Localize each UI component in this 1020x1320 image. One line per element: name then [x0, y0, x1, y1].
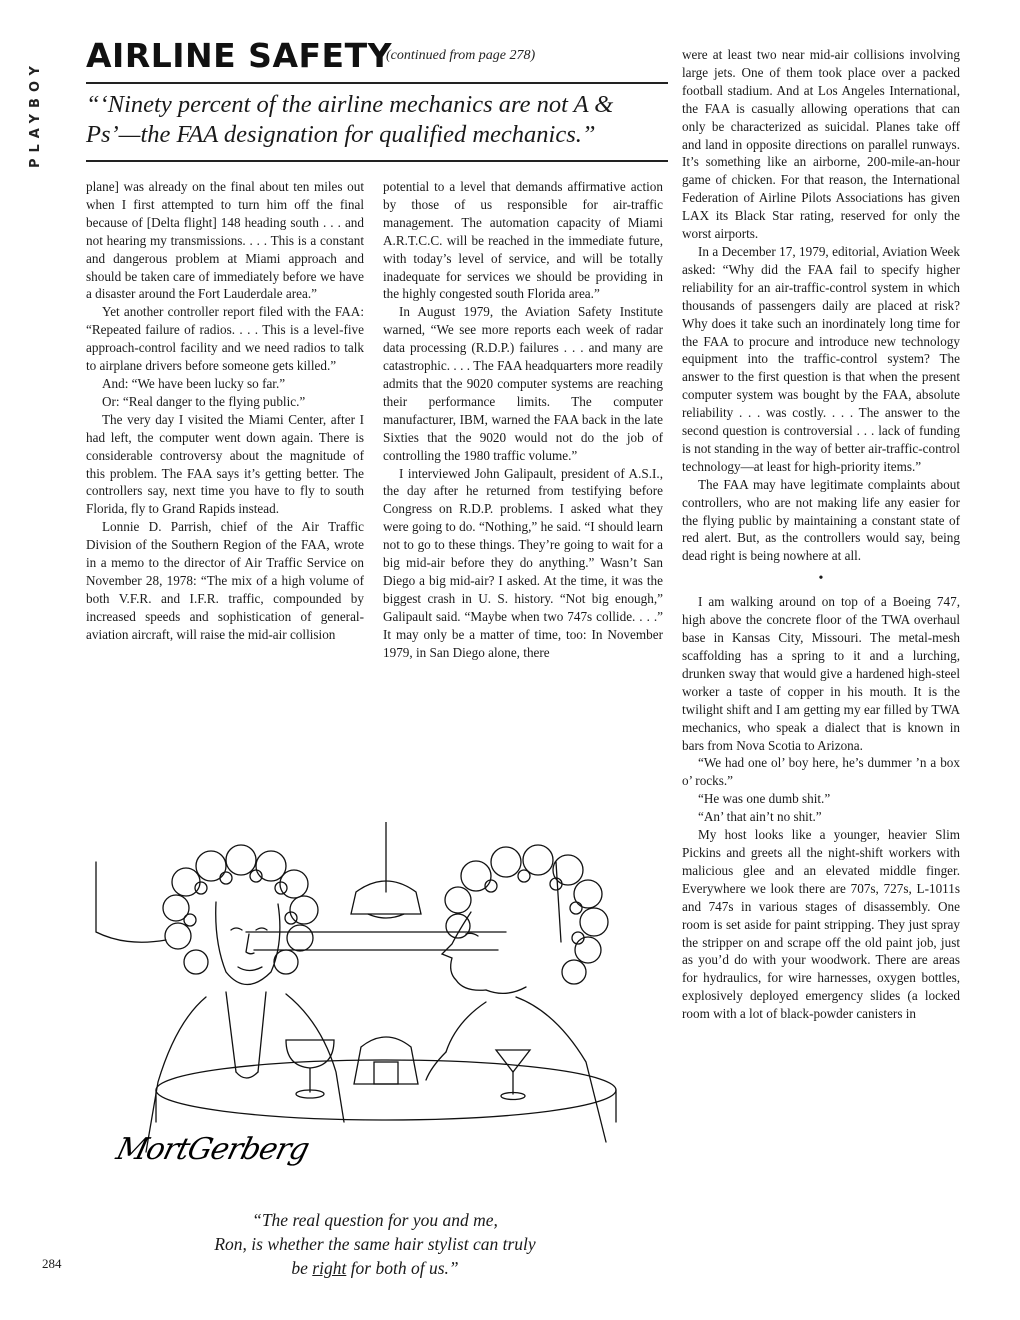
paragraph: Or: “Real danger to the flying public.” — [102, 393, 306, 409]
bottom-rule — [86, 160, 668, 162]
paragraph: The very day I visited the Miami Center, after I had left, the computer went down again. There is considerable controversy about the magnitude of this problem. The FAA says it’s getting better. The controllers say, next time you have to fly to south Florida, fly to Grand Rapids instead. — [86, 411, 364, 517]
text-column-1 — [86, 178, 364, 818]
paragraph: I interviewed John Galipault, president of A.S.I., the day after he returned from testifying before Congress on R.D.P. problems. I asked what they were going to do. “Nothing,” he said. “I should learn not to go to these things. They’re going to wait for a big mid-air before they do anything.” Wasn’t San Diego a big mid-air? I asked. At the time, it was the biggest crash in U. S. history. “Not big enough,” Galipault said. “Maybe when two 747s collide. . . .” It may only be a matter of time, too: In November 1979, in San Diego alone, there — [383, 465, 663, 660]
paragraph: In a December 17, 1979, editorial, Aviation Week asked: “Why did the FAA fail to specify higher reliability for an air-traffic-control system in which thousands of passengers daily are placed at risk? Why does it take such an inordinately long time for the FAA to procure and introduce new technology equipment into the traffic-control system? The answer to the first question is that when the present computer system was bought by the FAA, absolute reliability . . . was costly. . . . The answer to the second question is controversial . . . lack of funding is not standing in the way of better air-traffic-control technology—at least for high-priority items.” — [682, 243, 960, 474]
text-column-2 — [383, 178, 663, 818]
pull-quote: “‘Ninety percent of the airline mechanics are not A & Ps’—the FAA designation for qualified mechanics.” — [86, 91, 614, 148]
cartoon-caption — [140, 1208, 610, 1288]
article-header — [86, 36, 666, 76]
paragraph: My host looks like a younger, heavier Slim Pickins and greets all the night-shift workers with malicious glee and an elevated middle finger. Everywhere we look there are 707s, 727s, L-1011s and 747s in various stages of disassembly. One room is set aside for paint stripping. They just spray the stripper on and scrape off the old paint job, just as you’d do with your woodwork. There are areas for hydraulics, for wire harnesses, oxygen bottles, explosively deployed emergency slides (a locked room with a lot of black-powder canisters in — [682, 827, 960, 1022]
caption-text: for both of us.” — [346, 1258, 459, 1278]
section-break-bullet: • — [818, 571, 824, 587]
paragraph: “He was one dumb shit.” — [698, 791, 831, 807]
caption-underlined-word: right — [312, 1258, 347, 1278]
top-rule — [86, 82, 668, 84]
paragraph: potential to a level that demands affirmative action by those of us responsible for air-traffic management. The automation capacity of Miami A.R.T.C.C. will be reached in the immediate future, with today’s level of service, and will be totally inadequate for services we should be providing in the highly congested south Florida area.” — [383, 179, 663, 302]
side-brand-label: PLAYBOY — [28, 60, 43, 168]
cartoon-illustration — [86, 822, 666, 1186]
caption-line: “The real question for you and me, — [252, 1210, 498, 1230]
continued-note: (continued from page 278) — [386, 48, 536, 63]
paragraph: “We had one ol’ boy here, he’s dummer ’n a box o’ rocks.” — [682, 755, 960, 789]
caption-text: be — [291, 1258, 313, 1278]
cartoonist-signature: MortGerberg — [112, 1132, 313, 1167]
paragraph: plane] was already on the final about ten miles out when I first attempted to turn him off the final because of [Delta flight] 148 heading south . . . and not hearing my transmissions. . . . This is a constant and dangerous problem at Miami approach and should be taken care of immediately before we have a disaster around the Fort Lauderdale area.” — [86, 179, 364, 302]
paragraph: Lonnie D. Parrish, chief of the Air Traffic Division of the Southern Region of the FAA, wrote in a memo to the director of Air Traffic Service on November 28, 1978: “The mix of a high volume of both V.F.R. and I.F.R. traffic, compounded by increased speeds and sophistication of general-aviation aircraft, will raise the mid-air collision — [86, 519, 364, 642]
page-number: 284 — [42, 1256, 62, 1271]
paragraph: were at least two near mid-air collisions involving large jets. One of them took place over a packed football stadium. And at Los Angeles International, the FAA is casually allowing operations that can only be characterized as suicidal. Planes take off and land in opposite directions on parallel runways. It’s something like an airborne, 200-mile-an-hour game of chicken. For that reason, the International Federation of Airline Pilots Associations has given LAX its Black Star rating, reserved for only the worst airports. — [682, 47, 960, 242]
caption-line: Ron, is whether the same hair stylist can truly — [214, 1234, 536, 1254]
paragraph: I am walking around on top of a Boeing 747, high above the concrete floor of the TWA overhaul base in Kansas City, Missouri. The metal-mesh scaffolding has a spring to it and a lurching, drunken sway that would give a hardened high-steel worker a taste of copper in his mouth. It is the twilight shift and I am getting my ear filled by TWA mechanics, who speak a dialect that is known in bars from Nova Scotia to Arizona. — [682, 594, 960, 753]
paragraph: “An’ that ain’t no shit.” — [698, 809, 822, 825]
caption-line — [140, 1256, 610, 1280]
article-title: AIRLINE SAFETY — [86, 36, 392, 75]
text-column-3 — [682, 46, 960, 1314]
paragraph: And: “We have been lucky so far.” — [102, 375, 286, 391]
paragraph: The FAA may have legitimate complaints about controllers, who are not making life any easier for the flying public by maintaining a constant state of red alert. But, as the controllers would say, being dead right is being nowhere at all. — [682, 476, 960, 564]
paragraph: In August 1979, the Aviation Safety Institute warned, “We see more reports each week of radar data processing (R.D.P.) failures . . . and many are catastrophic. . . . The FAA headquarters more readily admits that the 9020 computer systems are reaching their performance limits. The computer manufacturer, IBM, warned the FAA back in the late Sixties that the 9020 would not do the job of controlling the 1980 traffic volume.” — [383, 304, 663, 463]
paragraph: Yet another controller report filed with the FAA: “Repeated failure of radios. . . . This is a level-five approach-control facility and we need radios to talk to airplane drivers before someone gets killed.” — [86, 304, 364, 374]
